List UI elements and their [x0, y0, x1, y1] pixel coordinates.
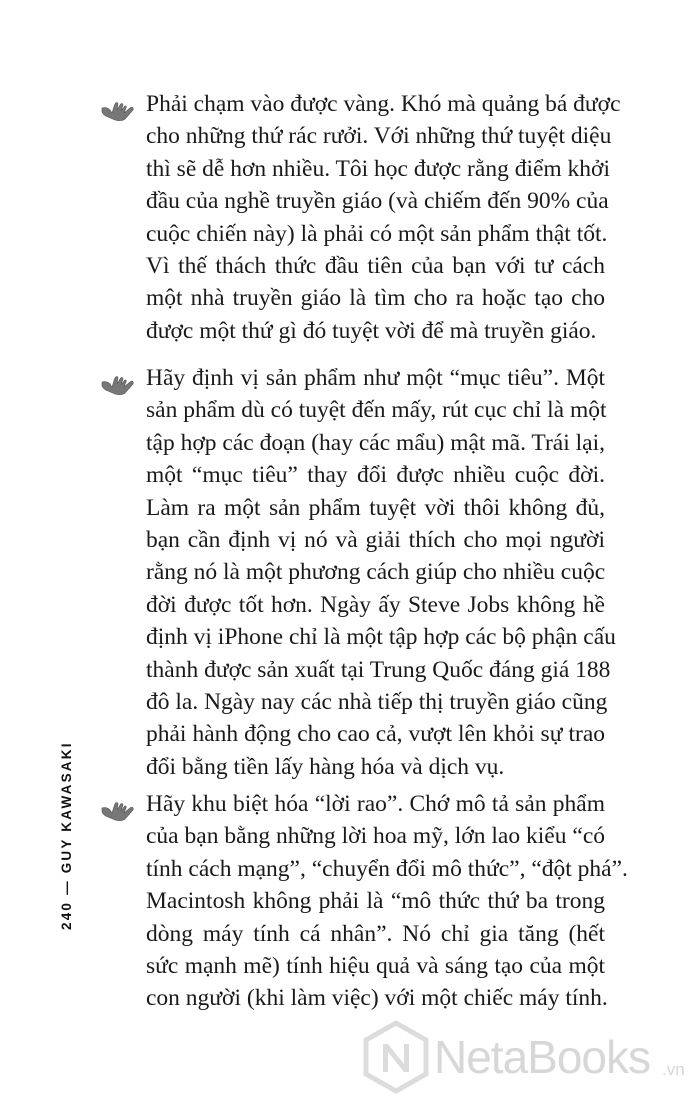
bullet-item	[100, 788, 628, 1015]
text-line: thành được sản xuất tại Trung Quốc đáng giá 188	[146, 656, 611, 683]
bullet-item	[100, 362, 616, 783]
shaka-hand-icon	[100, 370, 136, 396]
text-line: cho những thứ rác rưởi. Với những thứ tuyệt diệu	[146, 123, 612, 150]
shaka-hand-icon	[100, 96, 136, 122]
text-line: dòng máy tính cá nhân”. Nó chỉ gia tăng (hết	[146, 920, 605, 947]
text-line: Phải chạm vào được vàng. Khó mà quảng bá được	[146, 91, 621, 117]
text-line: định vị iPhone chỉ là một tập hợp các bộ phận cấu	[146, 624, 616, 651]
watermark	[362, 1020, 700, 1094]
text-line: một “mục tiêu” thay đổi được nhiều cuộc đời.	[146, 462, 605, 489]
text-line: bạn cần định vị nó và giải thích cho mọi người	[146, 527, 605, 554]
text-line: Vì thế thách thức đầu tiên của bạn với tư cách	[146, 253, 605, 280]
text-line: sản phẩm dù có tuyệt đến mấy, rút cục chỉ là một	[146, 397, 607, 424]
text-line: cuộc chiến này) là phải có một sản phẩm thật tốt.	[146, 220, 608, 247]
netabooks-logo-icon	[362, 1020, 430, 1094]
text-line: của bạn bằng những lời hoa mỹ, lớn lao kiểu “có	[146, 823, 605, 850]
running-head: 240 — GUY KAWASAKI	[59, 741, 74, 930]
text-line: Hãy định vị sản phẩm như một “mục tiêu”. Một	[146, 365, 605, 391]
text-line: đời được tốt hơn. Ngày ấy Steve Jobs không hề	[146, 591, 605, 618]
text-line: tính cách mạng”, “chuyển đổi mô thức”, “đột phá”.	[146, 855, 628, 882]
text-line: rằng nó là một phương cách giúp cho nhiều cuộc	[146, 559, 606, 586]
watermark-suffix: .vn	[662, 1060, 685, 1079]
text-line: đầu của nghề truyền giáo (và chiếm đến 90% của	[146, 188, 609, 215]
text-line: được một thứ gì đó tuyệt vời để mà truyền giáo.	[146, 317, 597, 344]
text-line: sức mạnh mẽ) tính hiệu quả và sáng tạo của một	[146, 953, 605, 980]
text-line: tập hợp các đoạn (hay các mẩu) mật mã. Trái lại,	[146, 429, 605, 456]
text-line: Hãy khu biệt hóa “lời rao”. Chớ mô tả sản phẩm	[146, 791, 605, 817]
text-line: thì sẽ dễ hơn nhiều. Tôi học được rằng điểm khởi	[146, 155, 611, 182]
text-line: con người (khi làm việc) với một chiếc máy tính.	[146, 985, 608, 1012]
watermark-brand: NetaBooks	[434, 1031, 651, 1083]
text-line: Macintosh không phải là “mô thức thứ ba trong	[146, 888, 605, 915]
text-line: đổi bằng tiền lấy hàng hóa và dịch vụ.	[146, 753, 505, 780]
text-line: phải hành động cho cao cả, vượt lên khỏi sự trao	[146, 721, 605, 748]
shaka-hand-icon	[100, 796, 136, 822]
text-line: một nhà truyền giáo là tìm cho ra hoặc tạo cho	[146, 285, 605, 312]
bullet-item	[100, 88, 621, 347]
text-line: đô la. Ngày nay các nhà tiếp thị truyền giáo cũng	[146, 689, 608, 716]
text-line: Làm ra một sản phẩm tuyệt vời thôi không đủ,	[146, 494, 605, 521]
